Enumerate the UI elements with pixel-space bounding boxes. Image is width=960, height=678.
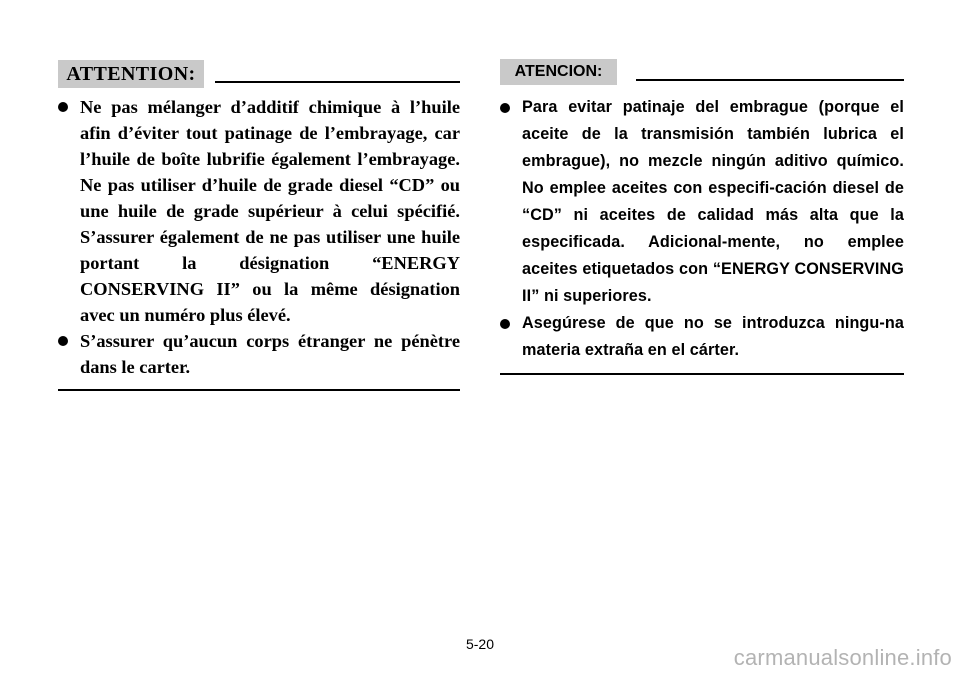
spanish-warning-list (500, 94, 904, 364)
bullet-icon (500, 319, 510, 329)
list-item (500, 310, 904, 364)
list-item-text: Para evitar patinaje del embrague (porque el aceite de la transmisión también lubrica el embrague), no mezcle ningún aditivo químico. No emplee aceites con especifi-cación diesel de “CD” ni aceites de calidad más alta que la especificada. Adicional-mente, no emplee aceites etiquetados con “ENERGY CONSERVING II” ni superiores. (522, 98, 904, 305)
french-warning-badge: ATTENTION: (58, 60, 204, 88)
bullet-icon (58, 102, 68, 112)
spanish-end-rule (500, 373, 904, 375)
spanish-warning-badge: ATENCION: (500, 59, 617, 85)
spanish-warning-header (500, 56, 904, 92)
french-warning-header (58, 56, 460, 92)
list-item (500, 94, 904, 310)
watermark: carmanualsonline.info (733, 645, 952, 670)
list-item (58, 94, 460, 328)
french-header-rule (215, 81, 460, 83)
bullet-icon (58, 336, 68, 346)
french-warning-list (58, 94, 460, 380)
list-item-text: S’assurer qu’aucun corps étranger ne pénètre dans le carter. (80, 331, 460, 377)
bullet-icon (500, 103, 510, 113)
french-column (58, 56, 460, 391)
french-end-rule (58, 389, 460, 391)
page-number: 5-20 (465, 636, 495, 652)
list-item-text: Asegúrese de que no se introduzca ningu-na materia extraña en el cárter. (522, 314, 904, 359)
spanish-header-rule (636, 79, 904, 81)
list-item-text: Ne pas mélanger d’additif chimique à l’huile afin d’éviter tout patinage de l’embrayage, car l’huile de boîte lubrifie également l’embrayage. Ne pas utiliser d’huile de grade diesel “CD” ou une huile de grade supérieur à celui spécifié. S’assurer également de ne pas utiliser une huile portant la désignation “ENERGY CONSERVING II” ou la même désignation avec un numéro plus élevé. (80, 97, 460, 325)
spanish-column (500, 56, 904, 375)
list-item (58, 328, 460, 380)
